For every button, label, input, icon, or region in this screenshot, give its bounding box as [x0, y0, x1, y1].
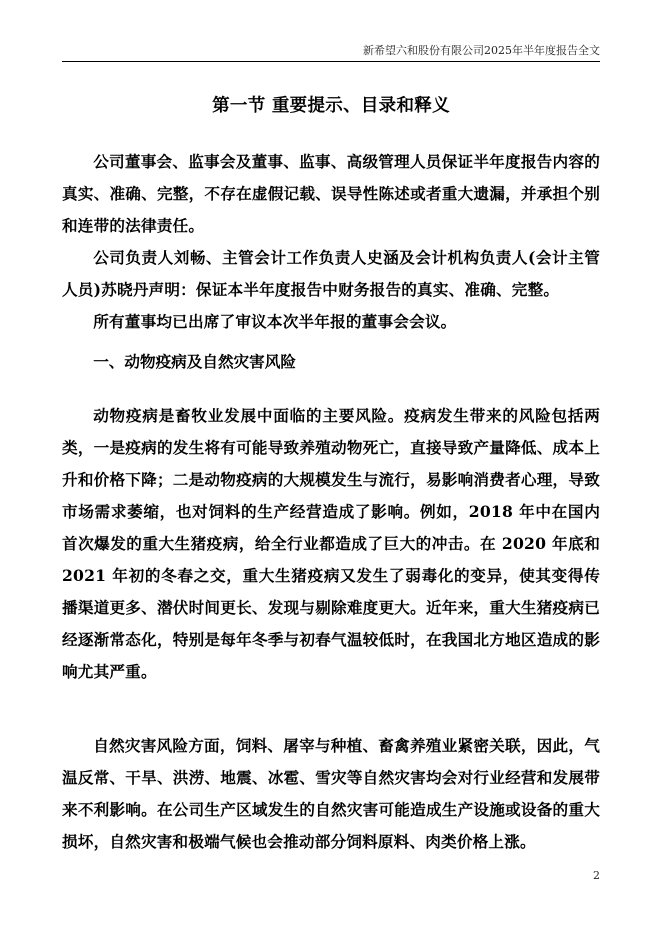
responsible-persons-paragraph: 公司负责人刘畅、主管会计工作负责人史涵及会计机构负责人(会计主管人员)苏晓丹声明：保证本半年度报告中财务报告的真实、准确、完整。 [62, 248, 600, 299]
risk-heading: 一、动物疫病及自然灾害风险 [93, 352, 296, 371]
natural-disaster-paragraph-block [62, 730, 600, 858]
page-number: 2 [593, 869, 600, 882]
board-guarantee-paragraph: 公司董事会、监事会及董事、监事、高级管理人员保证半年度报告内容的真实、准确、完整，不存在虚假记载、误导性陈述或者重大遗漏，并承担个别和连带的法律责任。 [62, 152, 600, 235]
board-attendance-paragraph: 所有董事均已出席了审议本次半年报的董事会会议。 [93, 312, 457, 331]
animal-disease-paragraph: 动物疫病是畜牧业发展中面临的主要风险。疫病发生带来的风险包括两类，一是疫病的发生将有可能导致养殖动物死亡，直接导致产量降低、成本上升和价格下降；二是动物疫病的大规模发生与流行，易影响消费者心理，导致市场需求萎缩，也对饲料的生产经营造成了影响。例如，2018 年中在国内首次爆发的重大生猪疫病，给全行业都造成了巨大的冲击。在 2020 年底和 2021 年初的冬春之交，重大生猪疫病又发生了弱毒化的变异，使其变得传播渠道更多、潜伏时间更长、发现与剔除难度更大。近年来，重大生猪疫病已经逐渐常态化，特别是每年冬季与初春气温较低时，在我国北方地区造成的影响尤其严重。 [62, 406, 600, 681]
header-divider [62, 61, 600, 62]
running-header: 新希望六和股份有限公司2025年半年度报告全文 [363, 44, 600, 57]
animal-disease-paragraph-block [62, 400, 600, 688]
intro-statements [62, 146, 600, 338]
natural-disaster-paragraph: 自然灾害风险方面，饲料、屠宰与种植、畜禽养殖业紧密关联，因此，气温反常、干旱、洪涝、地震、冰雹、雪灾等自然灾害均会对行业经营和发展带来不利影响。在公司生产区域发生的自然灾害可能造成生产设施或设备的重大损坏，自然灾害和极端气候也会推动部分饲料原料、肉类价格上涨。 [62, 736, 600, 851]
section-title: 第一节 重要提示、目录和释义 [212, 96, 450, 116]
